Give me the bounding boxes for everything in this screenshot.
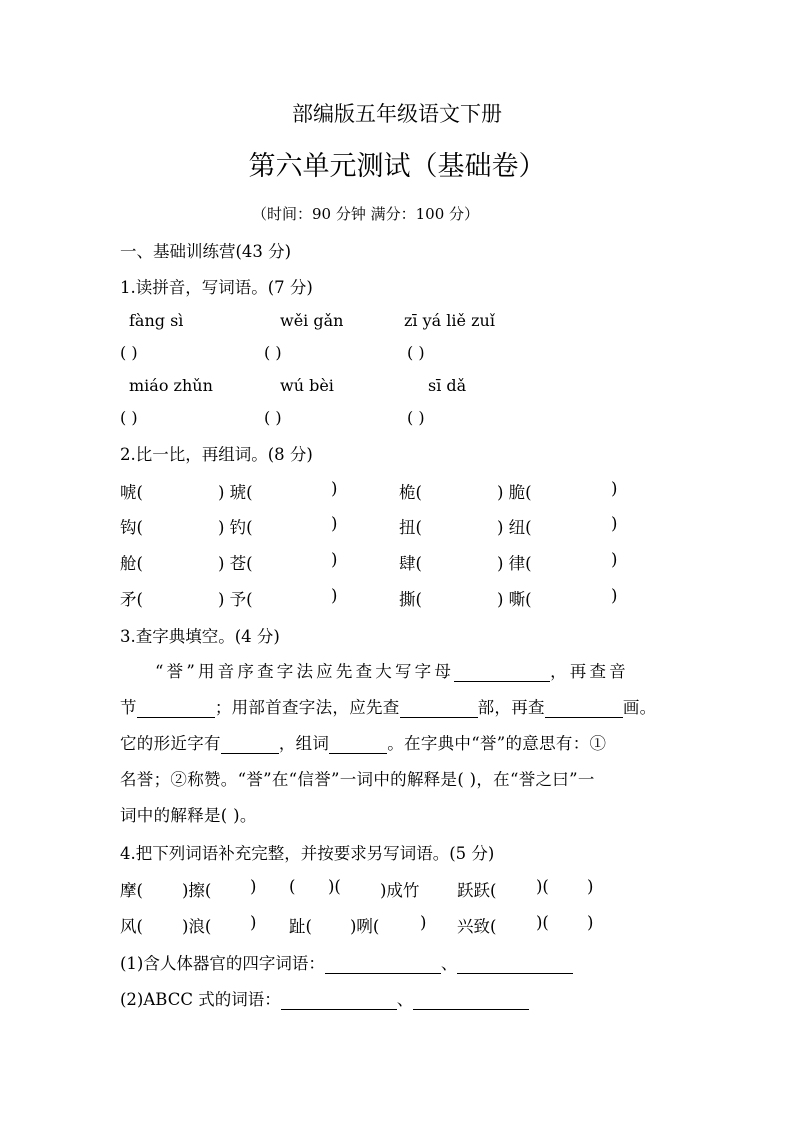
answer-blank-6[interactable]: ( ) xyxy=(407,408,425,427)
char-pair-1a[interactable]: 唬( xyxy=(120,483,143,502)
char-pair-4c: ) xyxy=(331,586,338,605)
similar-char-blank[interactable] xyxy=(221,734,279,754)
syllable-blank[interactable] xyxy=(137,698,215,718)
char-pair-1d[interactable]: 桅( xyxy=(399,483,422,502)
char-pair-3c: ) xyxy=(331,550,338,569)
pinyin-4: miáo zhǔn xyxy=(129,376,213,395)
char-pair-3a[interactable]: 舱( xyxy=(120,554,143,573)
answer-blank-5[interactable]: ( ) xyxy=(264,408,282,427)
idiom-4a[interactable]: 风( xyxy=(120,917,143,936)
q3-line-3 xyxy=(120,730,606,754)
char-pair-2d[interactable]: 扭( xyxy=(399,518,422,537)
char-pair-1c: ) xyxy=(331,479,338,498)
q3-line-2-text-d: 画。 xyxy=(622,698,657,717)
char-pair-1e[interactable]: ) 脆( xyxy=(497,483,532,502)
radical-blank[interactable] xyxy=(400,698,478,718)
q3-line-1-text: “誉”用音序查字法应先查大写字母 xyxy=(155,662,455,681)
q4-sub-1-label: (1)含人体器官的四字词语： xyxy=(120,954,325,973)
char-pair-2b[interactable]: ) 钓( xyxy=(218,518,253,537)
answer-blank-2[interactable]: ( ) xyxy=(264,343,282,362)
q3-line-2-text: 节 xyxy=(120,698,137,717)
q3-line-2 xyxy=(120,694,656,718)
idiom-2c: )成竹 xyxy=(380,881,420,900)
idiom-3b[interactable]: )( xyxy=(536,877,549,896)
separator: 、 xyxy=(396,990,414,1009)
question-1-heading: 1.读拼音，写词语。(7 分) xyxy=(120,278,313,297)
pinyin-5: wú bèi xyxy=(280,376,334,395)
char-pair-2e[interactable]: ) 纽( xyxy=(497,518,532,537)
idiom-1c: ) xyxy=(250,877,257,896)
idiom-5c: ) xyxy=(420,913,427,932)
char-pair-4e[interactable]: ) 嘶( xyxy=(497,590,532,609)
q3-line-5: 词中的解释是( )。 xyxy=(120,806,257,825)
char-pair-3b[interactable]: ) 苍( xyxy=(218,554,253,573)
stroke-blank[interactable] xyxy=(545,698,623,718)
question-3-heading: 3.查字典填空。(4 分) xyxy=(120,627,280,646)
q3-line-2-text-b: ；用部首查字法，应先查 xyxy=(214,698,400,717)
char-pair-4d[interactable]: 撕( xyxy=(399,590,422,609)
char-pair-4b[interactable]: ) 予( xyxy=(218,590,253,609)
q4-sub-2-label: (2)ABCC 式的词语： xyxy=(120,990,281,1009)
char-pair-2f: ) xyxy=(611,514,618,533)
answer-blank-1[interactable]: ( ) xyxy=(120,343,138,362)
char-pair-2a[interactable]: 钩( xyxy=(120,518,143,537)
q3-line-2-text-c: 部，再查 xyxy=(477,698,545,717)
word-blank[interactable] xyxy=(329,734,387,754)
section-heading: 一、基础训练营(43 分) xyxy=(120,242,292,261)
idiom-2b[interactable]: )( xyxy=(328,877,341,896)
idiom-1b[interactable]: )擦( xyxy=(182,881,212,900)
q3-line-3-text: 它的形近字有 xyxy=(120,734,221,753)
q3-line-1 xyxy=(155,658,629,682)
q4-sub-1 xyxy=(120,950,573,974)
char-pair-1f: ) xyxy=(611,479,618,498)
idiom-3a[interactable]: 跃跃( xyxy=(457,881,497,900)
answer-blank-3[interactable]: ( ) xyxy=(407,343,425,362)
idiom-6a[interactable]: 兴致( xyxy=(457,917,497,936)
organ-idiom-blank-1[interactable] xyxy=(325,954,441,974)
q4-sub-2 xyxy=(120,986,529,1010)
time-score-info: （时间：90 分钟 满分：100 分） xyxy=(252,205,480,223)
idiom-4c: ) xyxy=(250,913,257,932)
pinyin-1: fàng sì xyxy=(129,311,184,330)
idiom-6c: ) xyxy=(587,913,594,932)
test-subtitle: 第六单元测试（基础卷） xyxy=(248,151,546,182)
organ-idiom-blank-2[interactable] xyxy=(457,954,573,974)
abcc-word-blank-1[interactable] xyxy=(281,990,397,1010)
question-2-heading: 2.比一比，再组词。(8 分) xyxy=(120,445,313,464)
idiom-5b[interactable]: )咧( xyxy=(350,917,380,936)
pinyin-3: zī yá liě zuǐ xyxy=(404,311,495,330)
char-pair-3d[interactable]: 肆( xyxy=(399,554,422,573)
char-pair-4a[interactable]: 矛( xyxy=(120,590,143,609)
idiom-4b[interactable]: )浪( xyxy=(182,917,212,936)
abcc-word-blank-2[interactable] xyxy=(413,990,529,1010)
char-pair-4f: ) xyxy=(611,586,618,605)
idiom-3c: ) xyxy=(587,877,594,896)
document-title: 部编版五年级语文下册 xyxy=(292,102,502,126)
question-4-heading: 4.把下列词语补充完整，并按要求另写词语。(5 分) xyxy=(120,844,495,863)
answer-blank-4[interactable]: ( ) xyxy=(120,408,138,427)
q3-line-4: 名誉；②称赞。“誉”在“信誉”一词中的解释是( )，在“誉之曰”一 xyxy=(120,770,595,789)
char-pair-2c: ) xyxy=(331,514,338,533)
char-pair-3f: ) xyxy=(611,550,618,569)
idiom-2a[interactable]: ( xyxy=(289,877,296,896)
q3-line-3-text-c: 。在字典中“誉”的意思有：① xyxy=(387,734,607,753)
char-pair-1b[interactable]: ) 琥( xyxy=(218,483,253,502)
idiom-6b[interactable]: )( xyxy=(536,913,549,932)
letter-blank[interactable] xyxy=(454,662,550,682)
pinyin-6: sī dǎ xyxy=(428,376,467,395)
idiom-5a[interactable]: 趾( xyxy=(289,917,312,936)
q3-line-1-text-b: ，再查音 xyxy=(550,662,629,681)
pinyin-2: wěi gǎn xyxy=(280,311,344,330)
char-pair-3e[interactable]: ) 律( xyxy=(497,554,532,573)
separator: 、 xyxy=(440,954,458,973)
idiom-1a[interactable]: 摩( xyxy=(120,881,143,900)
q3-line-3-text-b: ，组词 xyxy=(278,734,330,753)
